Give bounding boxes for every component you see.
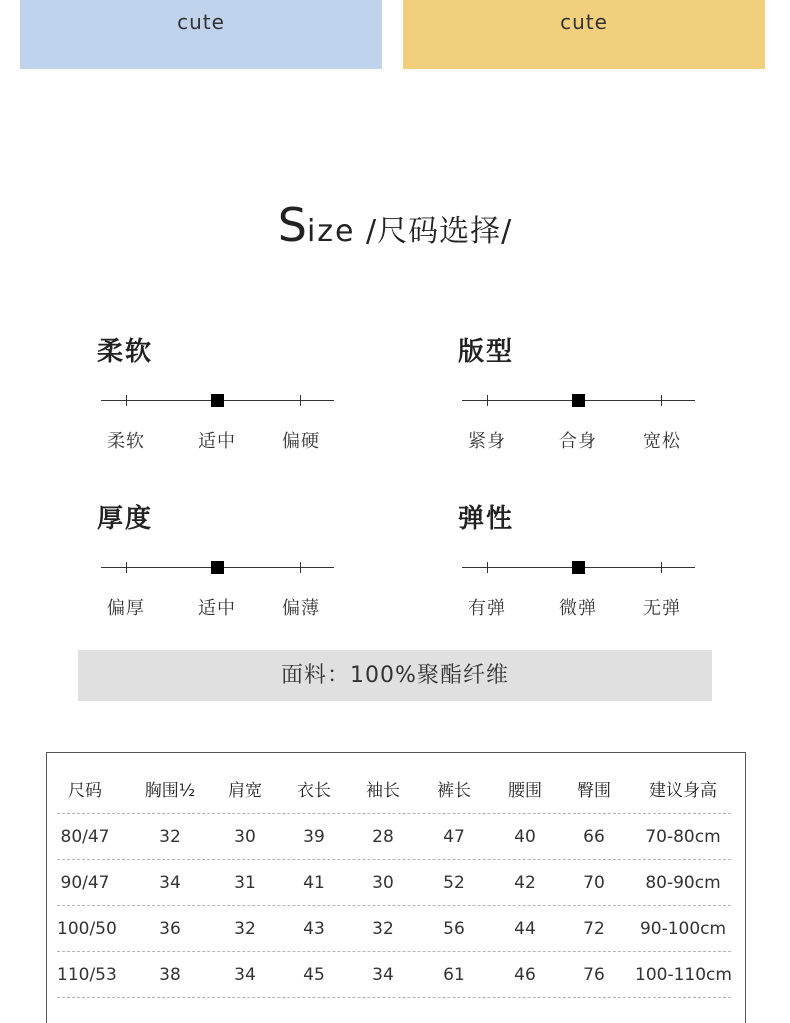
table-cell: 66 — [583, 827, 605, 847]
attribute-name: 版型 — [458, 337, 515, 367]
table-cell: 34 — [234, 965, 256, 985]
attribute-name: 厚度 — [97, 504, 154, 534]
attribute-name: 柔软 — [97, 337, 154, 367]
swatch-label: cute — [560, 10, 608, 34]
table-cell: 44 — [514, 919, 536, 939]
title-rest: ize — [306, 214, 356, 249]
table-cell: 30 — [234, 827, 256, 847]
table-header-row — [57, 768, 731, 814]
scale-tick — [300, 562, 301, 573]
table-cell: 70-80cm — [645, 827, 721, 847]
table-cell: 45 — [303, 965, 325, 985]
table-cell: 42 — [514, 873, 536, 893]
scale-marker — [572, 561, 585, 574]
attribute-elasticity — [458, 498, 718, 638]
table-cell: 110/53 — [57, 965, 117, 985]
table-header-cell: 裤长 — [437, 781, 471, 801]
table-header-cell: 衣长 — [297, 781, 331, 801]
fabric-banner — [78, 650, 712, 701]
scale-option: 柔软 — [107, 431, 145, 452]
table-cell: 30 — [372, 873, 394, 893]
scale-tick — [661, 395, 662, 406]
color-swatch-blue[interactable] — [20, 0, 382, 69]
table-header-cell: 肩宽 — [228, 781, 262, 801]
attribute-name: 弹性 — [458, 504, 515, 534]
scale-option: 偏硬 — [282, 431, 320, 452]
table-cell: 39 — [303, 827, 325, 847]
table-cell: 70 — [583, 873, 605, 893]
table-cell: 52 — [443, 873, 465, 893]
table-cell: 32 — [234, 919, 256, 939]
table-cell: 41 — [303, 873, 325, 893]
table-cell: 43 — [303, 919, 325, 939]
table-cell: 28 — [372, 827, 394, 847]
scale-marker — [211, 561, 224, 574]
table-cell: 90/47 — [60, 873, 110, 893]
title-chinese: /尺码选择/ — [355, 214, 513, 249]
scale-option: 宽松 — [643, 431, 681, 452]
table-row — [57, 906, 731, 952]
scale-marker — [211, 394, 224, 407]
fabric-text: 面料：100%聚酯纤维 — [281, 663, 509, 688]
table-cell: 72 — [583, 919, 605, 939]
table-cell: 31 — [234, 873, 256, 893]
table-cell: 56 — [443, 919, 465, 939]
table-header-cell: 尺码 — [68, 781, 102, 801]
table-cell: 46 — [514, 965, 536, 985]
scale-option: 紧身 — [468, 431, 506, 452]
attribute-thickness — [97, 498, 357, 638]
table-cell: 34 — [159, 873, 181, 893]
table-cell: 34 — [372, 965, 394, 985]
swatch-label: cute — [177, 10, 225, 34]
scale-marker — [572, 394, 585, 407]
scale-tick — [126, 395, 127, 406]
table-row — [57, 952, 731, 998]
scale-option: 微弹 — [559, 598, 597, 619]
table-header-cell: 建议身高 — [649, 781, 717, 801]
attribute-softness — [97, 331, 357, 471]
scale-option: 合身 — [559, 431, 597, 452]
table-row — [57, 860, 731, 906]
table-header-cell: 胸围½ — [144, 781, 196, 801]
scale-option: 偏厚 — [107, 598, 145, 619]
table-cell: 90-100cm — [639, 919, 727, 939]
table-cell: 80/47 — [60, 827, 110, 847]
title-initial: S — [277, 198, 307, 252]
table-cell: 32 — [372, 919, 394, 939]
scale-tick — [487, 395, 488, 406]
table-cell: 47 — [443, 827, 465, 847]
scale-option: 无弹 — [643, 598, 681, 619]
table-cell: 40 — [514, 827, 536, 847]
scale-tick — [300, 395, 301, 406]
scale-tick — [487, 562, 488, 573]
table-cell: 100-110cm — [635, 965, 732, 985]
table-cell: 76 — [583, 965, 605, 985]
table-header-cell: 袖长 — [366, 781, 400, 801]
table-cell: 100/50 — [57, 919, 117, 939]
color-swatch-yellow[interactable] — [403, 0, 765, 69]
scale-tick — [126, 562, 127, 573]
size-table-box — [46, 752, 746, 1023]
table-cell: 38 — [159, 965, 181, 985]
table-header-cell: 臀围 — [577, 781, 611, 801]
scale-tick — [661, 562, 662, 573]
scale-option: 适中 — [198, 431, 236, 452]
table-row — [57, 814, 731, 860]
size-table — [57, 768, 731, 998]
attribute-fit — [458, 331, 718, 471]
section-title — [0, 198, 790, 252]
table-cell: 61 — [443, 965, 465, 985]
table-cell: 32 — [159, 827, 181, 847]
table-cell: 36 — [159, 919, 181, 939]
scale-option: 有弹 — [468, 598, 506, 619]
scale-option: 偏薄 — [282, 598, 320, 619]
scale-option: 适中 — [198, 598, 236, 619]
table-cell: 80-90cm — [645, 873, 721, 893]
table-header-cell: 腰围 — [508, 781, 542, 801]
